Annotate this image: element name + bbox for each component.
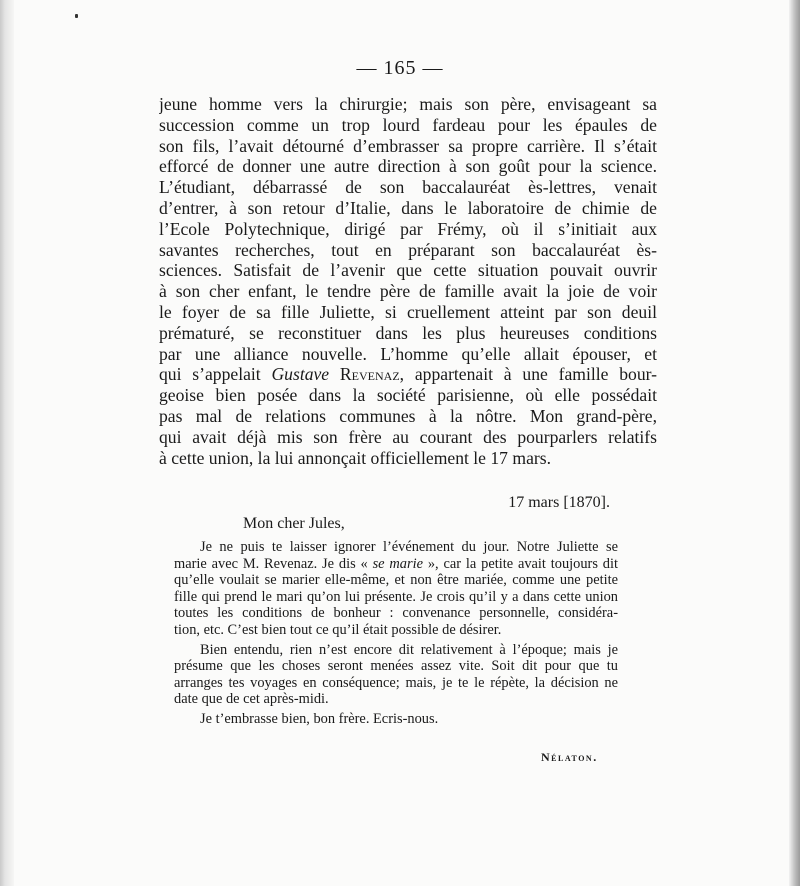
- page-number: — 165 —: [356, 57, 444, 79]
- letter-body: [174, 539, 618, 728]
- surname-small-caps: Revenaz: [339, 364, 400, 385]
- body-line: qui avait déjà mis son frère au courant des pourparlers relatifs: [159, 426, 657, 447]
- body-line: sciences. Satisfait de l’avenir que cette situation pouvait ouvrir: [159, 260, 657, 281]
- body-line: par une alliance nouvelle. L’homme qu’elle allait épouser, et: [159, 343, 657, 364]
- letter-line: présume que les choses seront menées assez vite. Soit dit pour que tu: [174, 658, 618, 675]
- body-line: à son cher enfant, le tendre père de famille avait la joie de voir: [159, 281, 657, 302]
- first-name-italic: Gustave: [271, 364, 330, 385]
- body-line: d’entrer, à son retour d’Italie, dans le laboratoire de chimie de: [159, 197, 657, 218]
- letter-signature: Nélaton.: [541, 750, 598, 764]
- letter-line: Bien entendu, rien n’est encore dit relativement à l’époque; mais je: [200, 641, 618, 658]
- page-left-shadow: [0, 0, 14, 886]
- body-line: à cette union, la lui annonçait officiellement le 17 mars.: [159, 447, 551, 468]
- body-line: savantes recherches, tout en préparant son baccalauréat ès-: [159, 239, 657, 260]
- body-line: succession comme un trop lourd fardeau pour les épaules de: [159, 114, 657, 135]
- body-line: pas mal de relations communes à la nôtre. Mon grand-père,: [159, 405, 657, 426]
- letter-line: fille qui prend le mari qu’on lui présente. Je crois qu’il y a dans cette union: [174, 588, 618, 605]
- body-line: L’étudiant, débarrassé de son baccalauréat ès-lettres, venait: [159, 177, 657, 198]
- letter-line: tion, etc. C’est bien tout ce qu’il était possible de désirer.: [174, 621, 502, 638]
- letter-line: date que de cet après-midi.: [174, 691, 329, 708]
- body-line: l’Ecole Polytechnique, dirigé par Frémy, où il s’initiait aux: [159, 218, 657, 239]
- body-line: prématuré, se reconstituer dans les plus heureuses conditions: [159, 322, 657, 343]
- letter-line: qu’elle voulait se marier elle-même, et non être mariée, comme une petite: [174, 572, 618, 589]
- letter-line: arranges tes voyages en conséquence; mais, je te le répète, la décision ne: [174, 674, 618, 691]
- body-paragraph: [159, 94, 657, 468]
- body-line: efforcé de donner une autre direction à son goût pour la science.: [159, 156, 657, 177]
- body-line: geoise bien posée dans la société parisienne, où elle possédait: [159, 385, 657, 406]
- letter-line-with-italic: [174, 556, 618, 573]
- letter-text-fragment: marie avec M. Revenaz. Je dis «: [174, 555, 373, 572]
- body-line: jeune homme vers la chirurgie; mais son père, envisageant sa: [159, 94, 657, 114]
- letter-date: 17 mars [1870].: [508, 494, 610, 511]
- letter-text-fragment: », car la petite avait toujours dit: [423, 555, 618, 572]
- body-text-fragment: qui s’appelait: [159, 364, 272, 385]
- body-line-with-name: [159, 364, 657, 385]
- letter-salutation: Mon cher Jules,: [243, 515, 345, 532]
- quoted-italic: se marie: [372, 555, 423, 572]
- ink-speck: [75, 14, 78, 18]
- letter-closing: Je t’embrasse bien, bon frère. Ecris-nous.: [200, 710, 439, 727]
- page-right-shadow: [789, 0, 800, 886]
- letter-line: Je ne puis te laisser ignorer l’événement du jour. Notre Juliette se: [200, 539, 618, 555]
- letter-line: toutes les conditions de bonheur : convenance personnelle, considéra-: [174, 605, 618, 622]
- body-line: son fils, l’avait détourné d’embrasser sa propre carrière. Il s’était: [159, 135, 657, 156]
- body-text-fragment: , appartenait à une famille bour-: [399, 364, 657, 385]
- body-line: le foyer de sa fille Juliette, si cruellement atteint par son deuil: [159, 301, 657, 322]
